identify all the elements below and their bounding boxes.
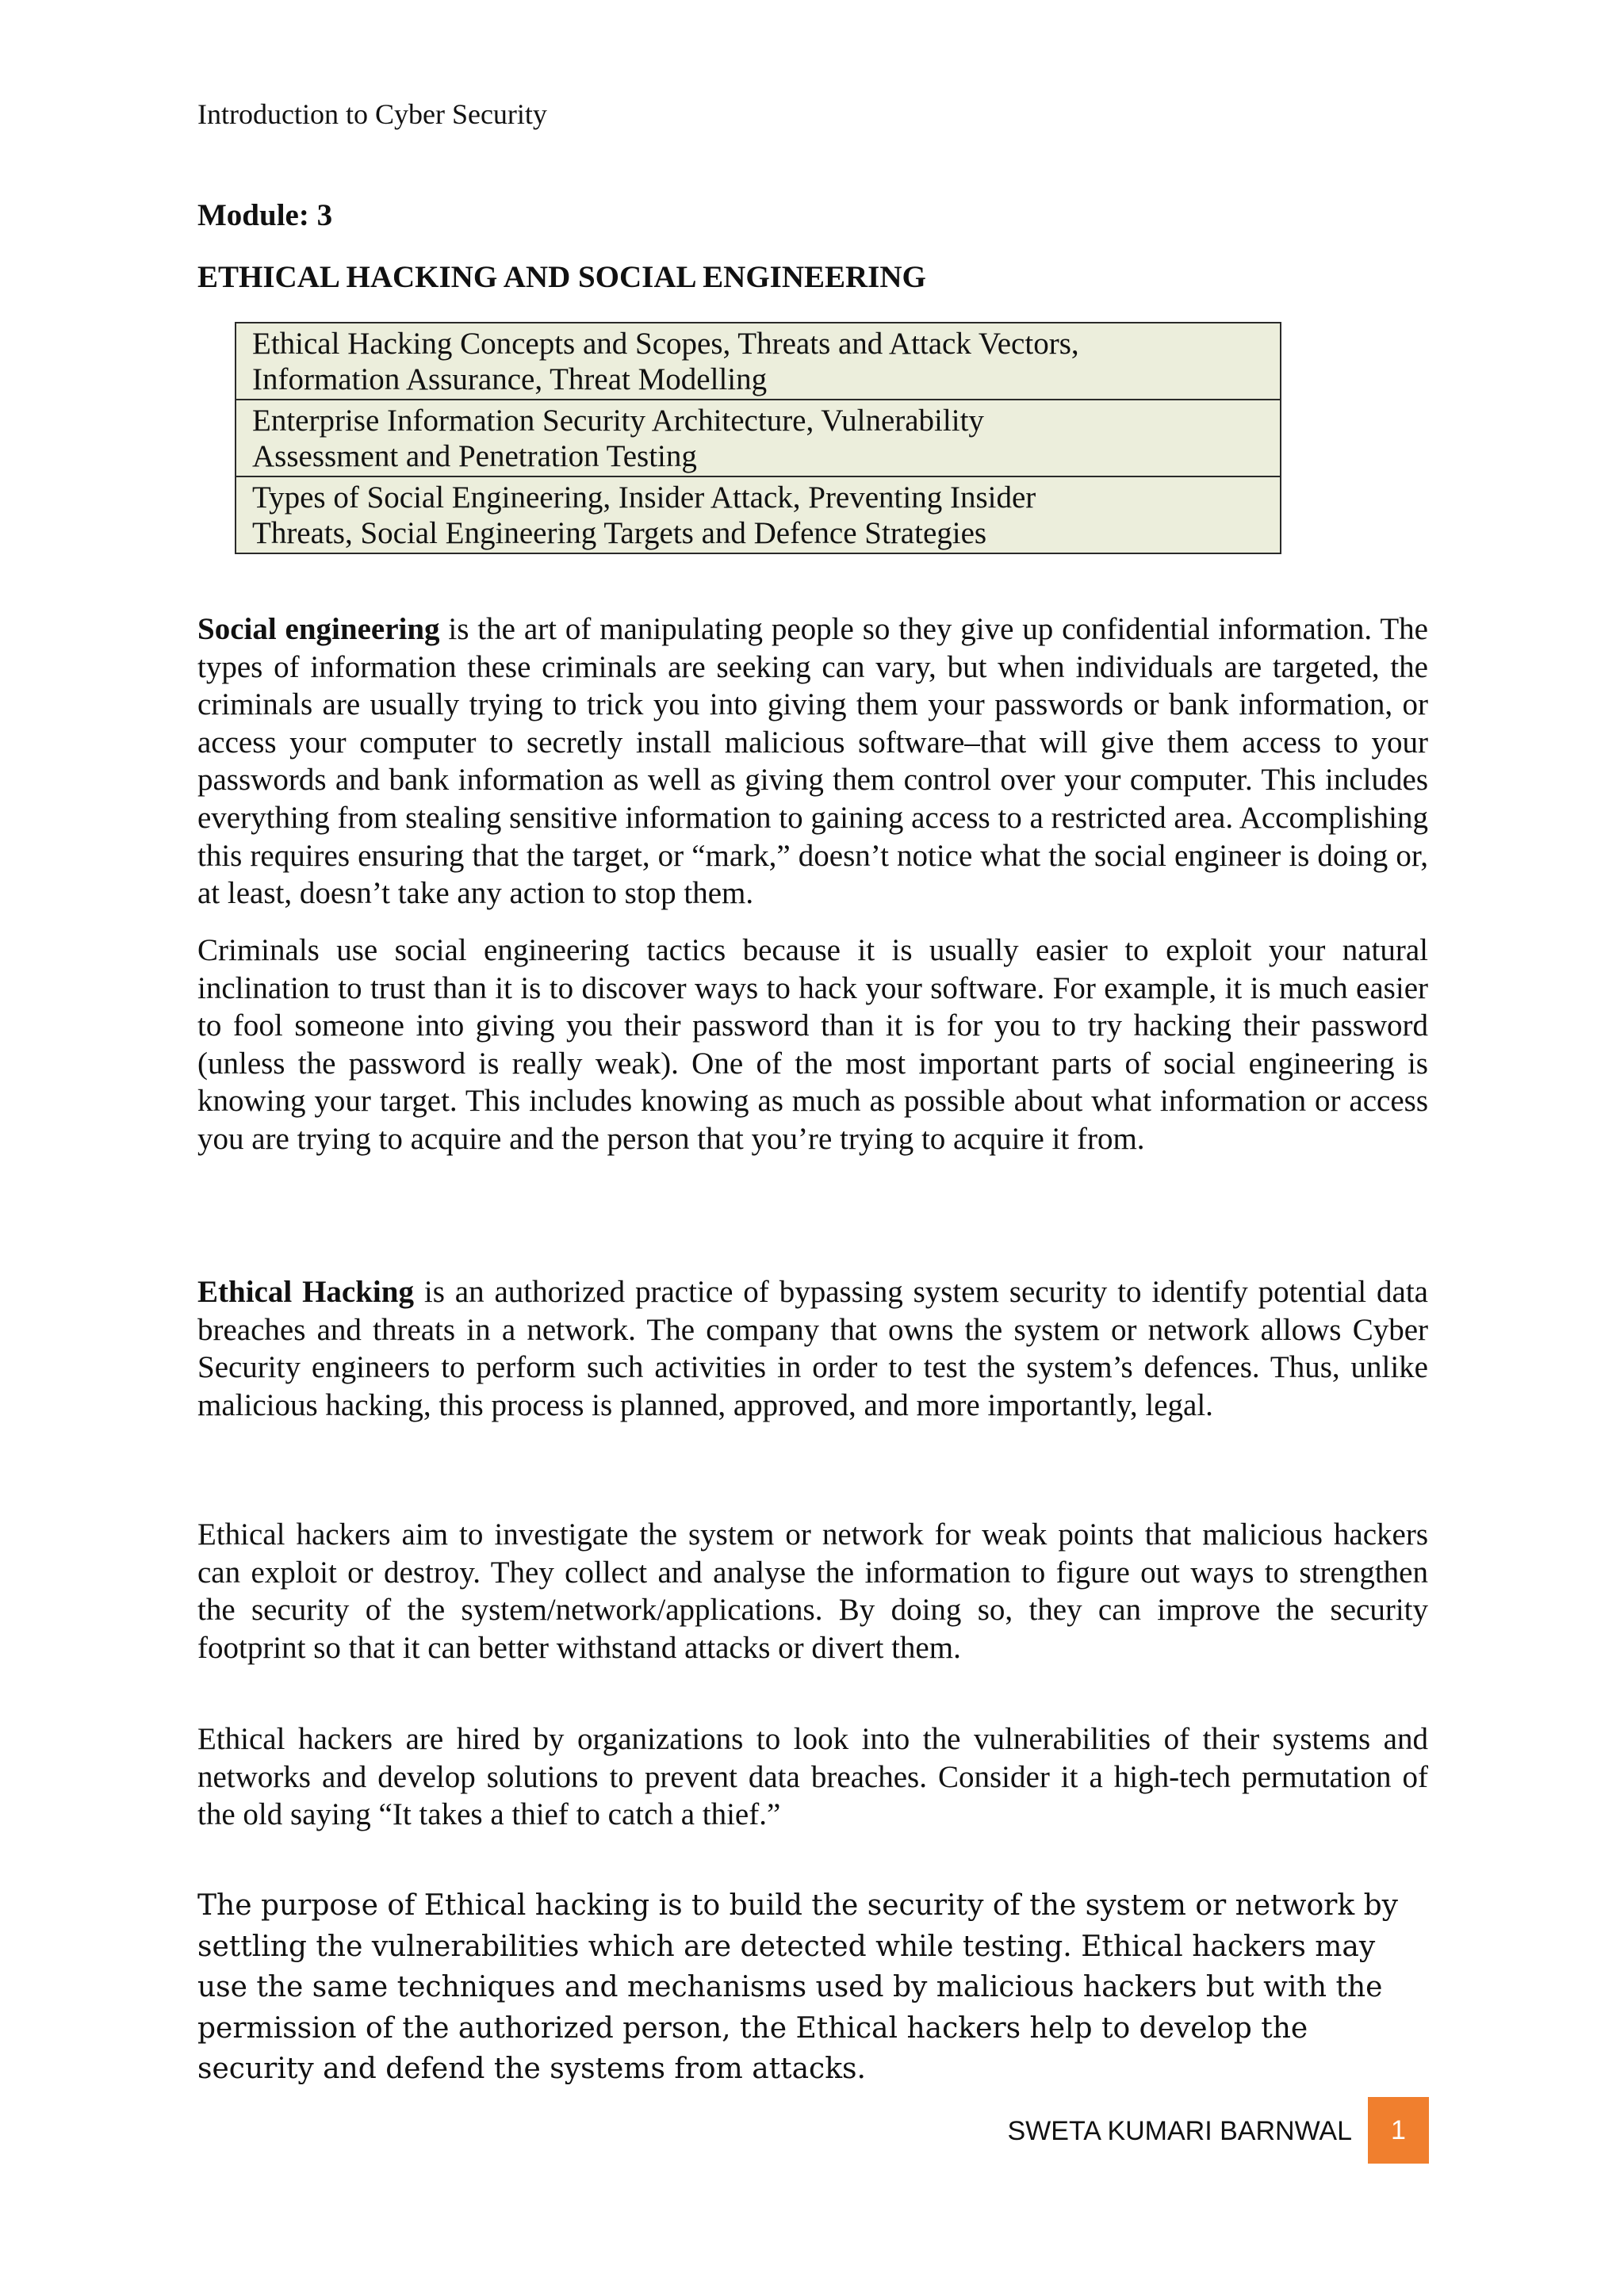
footer-author: SWETA KUMARI BARNWAL xyxy=(1007,2116,1352,2146)
paragraph-ethical-hackers-hired: Ethical hackers are hired by organizations to look into the vulnerabilities of their systems and networks and develop solutions to prevent data breaches. Consider it a high-tech permutation of the old saying “It takes a thief to catch a thief.” xyxy=(197,1722,1428,1832)
paragraph-text: is an authorized practice of bypassing system security to identify potential data breaches and threats in a network. The company that owns the system or network allows Cyber Security engineers to perform such activities in order to test the system’s defences. Thus, unlike malicious hacking, this process is planned, approved, and more importantly, legal. xyxy=(197,1275,1428,1422)
term-ethical-hacking: Ethical Hacking xyxy=(197,1275,414,1309)
module-label: Module: 3 xyxy=(197,198,333,232)
topic-text: Enterprise Information Security Architecture, Vulnerability Assessment and Penetration Testing xyxy=(252,404,984,473)
module-title: ETHICAL HACKING AND SOCIAL ENGINEERING xyxy=(197,260,926,294)
topic-row xyxy=(236,323,1281,400)
paragraph-text: is the art of manipulating people so they give up confidential information. The types of information these criminals are seeking can vary, but when individuals are targeted, the criminals are usually trying to trick you into giving them your passwords or bank information, or access your computer to secretly install malicious software–that will give them access to your passwords and bank information as well as giving them control over your computer. This includes everything from stealing sensitive information to gaining access to a restricted area. Accomplishing this requires ensuring that the target, or “mark,” doesn’t notice what the social engineer is doing or, at least, doesn’t take any action to stop them. xyxy=(197,612,1428,911)
topic-cell xyxy=(236,400,1281,476)
paragraph-ethical-hackers-aim: Ethical hackers aim to investigate the system or network for weak points that malicious hackers can exploit or destroy. They collect and analyse the information to figure out ways to strengthen the security of the system/network/applications. By doing so, they can improve the security footprint so that it can better withstand attacks or divert them. xyxy=(197,1517,1428,1665)
topic-text: Types of Social Engineering, Insider Attack, Preventing Insider Threats, Social Engineering Targets and Defence Strategies xyxy=(252,480,1036,550)
topic-cell xyxy=(236,323,1281,400)
topic-row xyxy=(236,400,1281,476)
topic-text: Ethical Hacking Concepts and Scopes, Threats and Attack Vectors, Information Assurance, Threat Modelling xyxy=(252,327,1079,396)
topic-cell xyxy=(236,476,1281,553)
page-number-badge: 1 xyxy=(1368,2097,1429,2164)
topic-row xyxy=(236,476,1281,553)
running-header: Introduction to Cyber Security xyxy=(197,98,547,130)
term-social-engineering: Social engineering xyxy=(197,612,440,646)
paragraph-social-engineering xyxy=(197,610,1428,913)
paragraph-criminals: Criminals use social engineering tactics because it is usually easier to exploit your natural inclination to trust than it is to discover ways to hack your software. For example, it is much easier to fool someone into giving you their password than it is for you to try hacking their password (unless the password is really weak). One of the most important parts of social engineering is knowing your target. This includes knowing as much as possible about what information or access you are trying to acquire and the person that you’re trying to acquire it from. xyxy=(197,933,1428,1156)
paragraph-ethical-hacking xyxy=(197,1273,1428,1424)
paragraph-purpose: The purpose of Ethical hacking is to build the security of the system or network by settling the vulnerabilities which are detected while testing. Ethical hackers may use the same techniques and mechanisms used by malicious hackers but with the permission of the authorized person, the Ethical hackers help to develop the security and defend the systems from attacks. xyxy=(197,1889,1398,2085)
topics-table xyxy=(235,322,1281,554)
